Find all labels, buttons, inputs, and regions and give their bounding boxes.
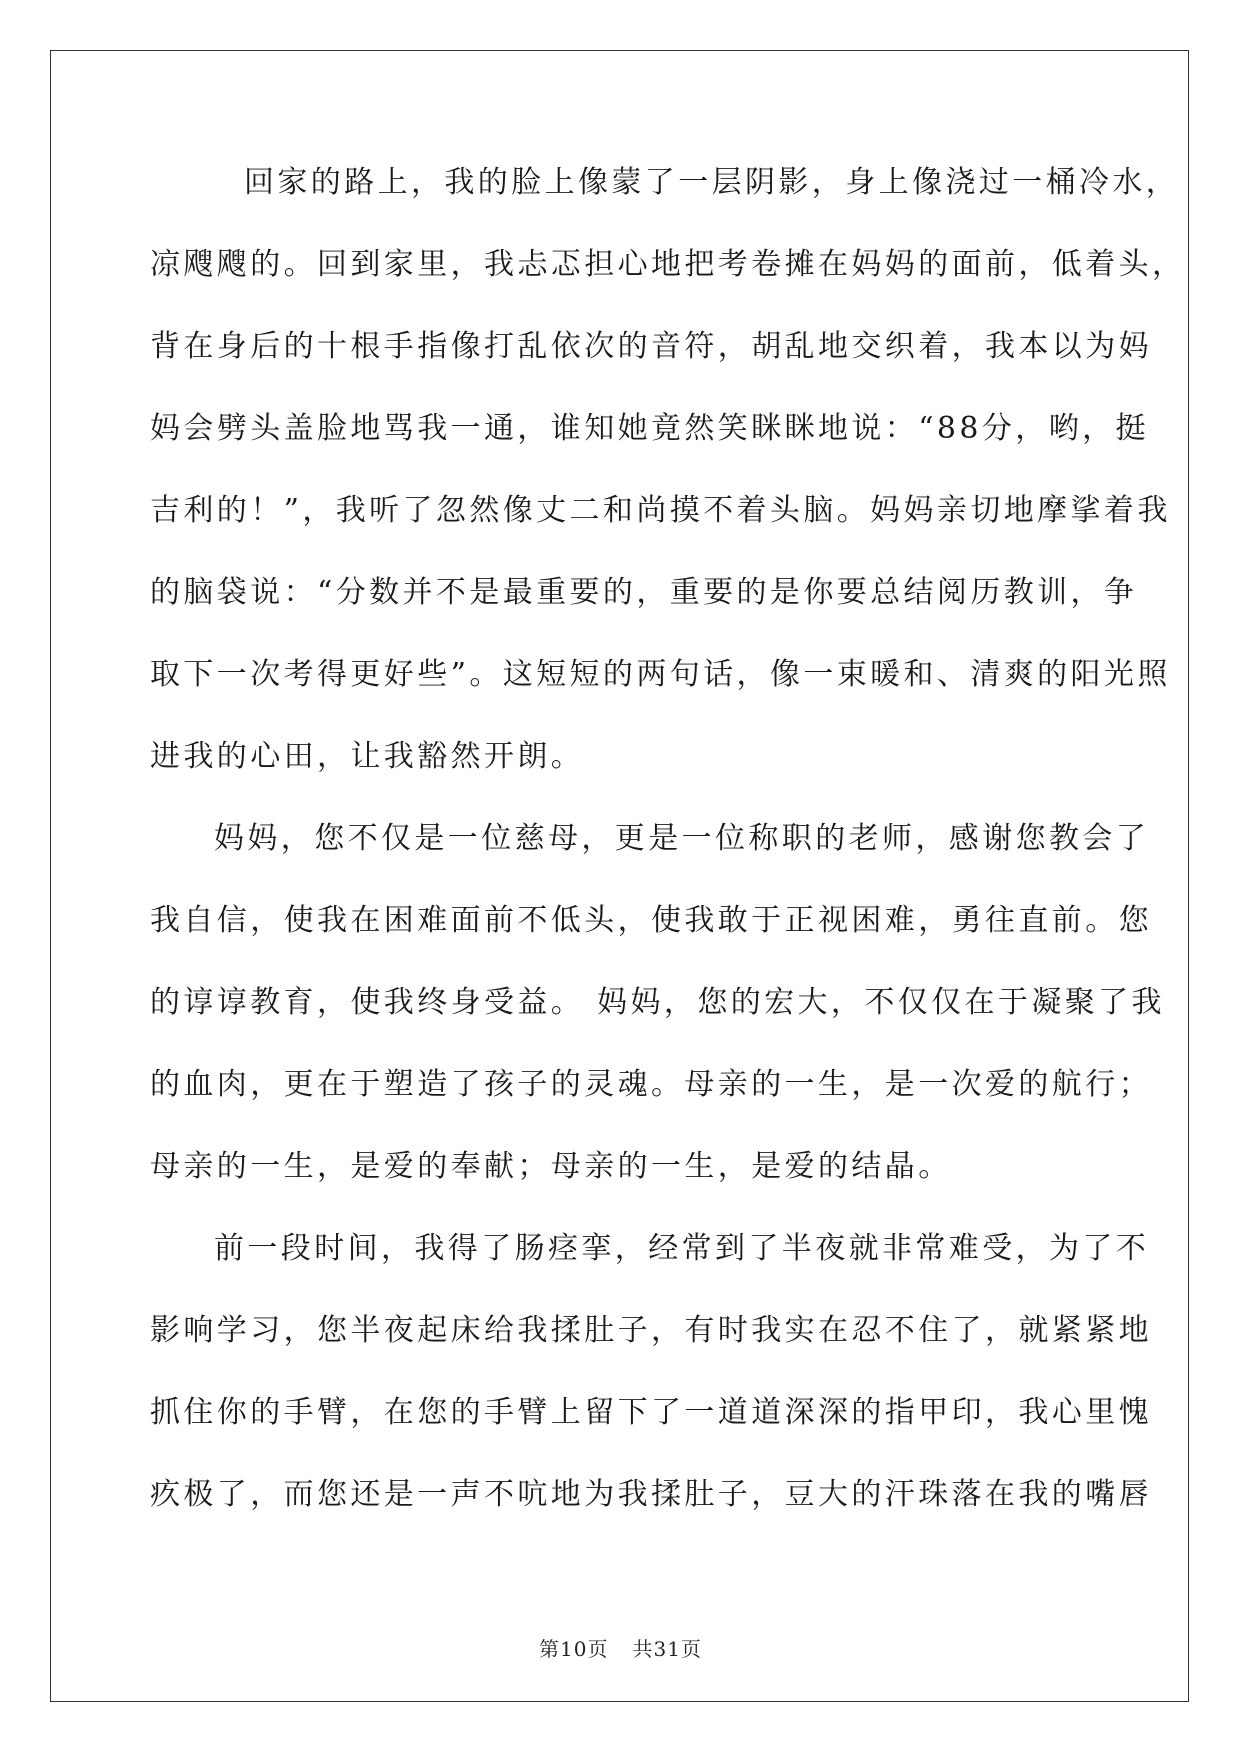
text-line: 母亲的一生，是爱的奉献；母亲的一生，是爱的结晶。 [150,1149,952,1184]
text-line: 影响学习，您半夜起床给我揉肚子，有时我实在忍不住了，就紧紧地 [150,1313,1152,1348]
text-line: 的血肉，更在于塑造了孩子的灵魂。母亲的一生，是一次爱的航行； [150,1067,1152,1102]
text-line: 妈会劈头盖脸地骂我一通，谁知她竟然笑眯眯地说：“88分，哟，挺 [150,411,1149,446]
text-line: 吉利的！”，我听了忽然像丈二和尚摸不着头脑。妈妈亲切地摩挲着我 [150,493,1171,528]
page-number: 第10页 [539,1637,609,1661]
text-line: 的谆谆教育，使我终身受益。 妈妈，您的宏大，不仅仅在于凝聚了我 [150,985,1165,1020]
document-body [150,163,1186,1557]
text-line: 凉飕飕的。回到家里，我忐忑担心地把考卷摊在妈妈的面前，低着头， [150,247,1186,282]
text-line: 回家的路上，我的脸上像蒙了一层阴影，身上像浇过一桶冷水， [244,165,1180,200]
text-line: 的脑袋说：“分数并不是最重要的，重要的是你要总结阅历教训，争 [150,575,1138,610]
text-line: 抓住你的手臂，在您的手臂上留下了一道道深深的指甲印，我心里愧 [150,1395,1152,1430]
text-line: 妈妈，您不仅是一位慈母，更是一位称职的老师，感谢您教会了 [214,821,1150,856]
text-line: 我自信，使我在困难面前不低头，使我敢于正视困难，勇往直前。您 [150,903,1152,938]
text-line: 前一段时间，我得了肠痉挛，经常到了半夜就非常难受，为了不 [214,1231,1150,1266]
text-line: 疚极了，而您还是一声不吭地为我揉肚子，豆大的汗珠落在我的嘴唇 [150,1477,1152,1512]
text-line: 进我的心田，让我豁然开朗。 [150,739,585,774]
page-footer [0,1633,1241,1662]
text-line: 取下一次考得更好些”。这短短的两句话，像一束暖和、清爽的阳光照 [150,657,1171,692]
page-total: 共31页 [632,1637,702,1661]
text-line: 背在身后的十根手指像打乱依次的音符，胡乱地交织着，我本以为妈 [150,329,1152,364]
